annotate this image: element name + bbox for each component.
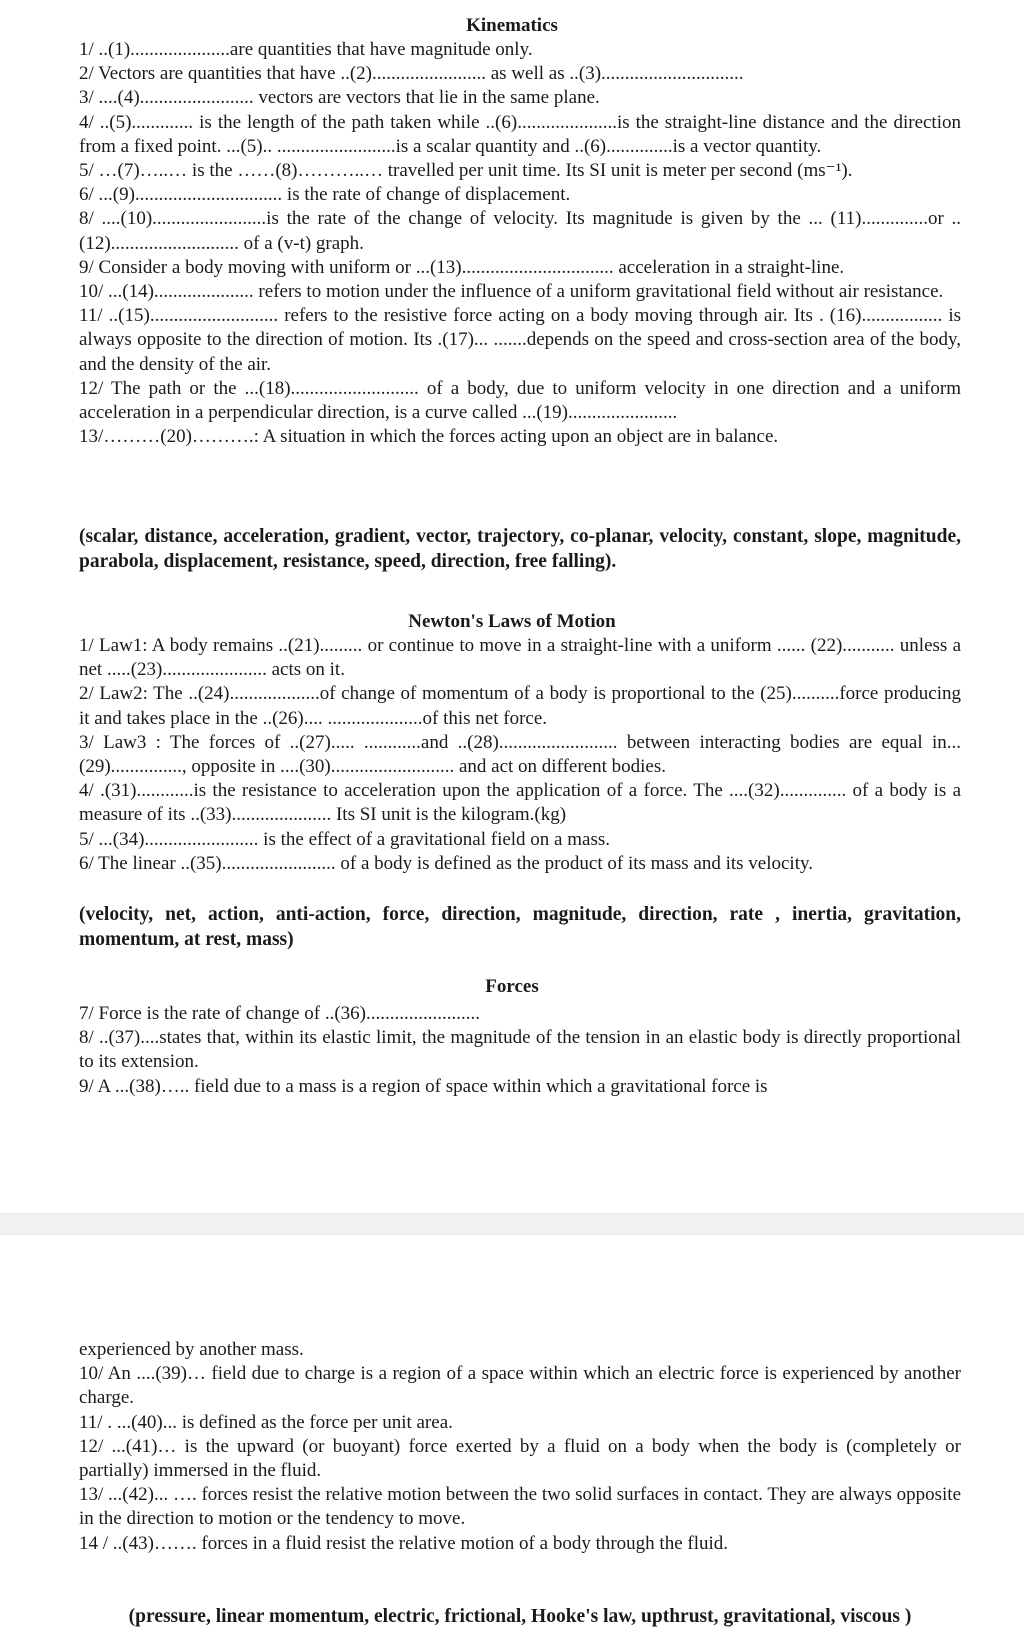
question-item: 3/ Law3 : The forces of ..(27)..... ............and ..(28)......................... between interacting bodies are equal in...(29)..............., opposite in ....(30).......................... and act on different bodies. <box>79 731 961 778</box>
word-bank: (scalar, distance, acceleration, gradient, vector, trajectory, co-planar, velocity, constant, slope, magnitude, parabola, displacement, resistance, speed, direction, free falling). <box>79 526 961 572</box>
question-item: 9/ Consider a body moving with uniform or ...(13)................................ acceleration in a straight-line. <box>79 256 845 278</box>
word-bank: (velocity, net, action, anti-action, force, direction, magnitude, direction, rate , inertia, gravitation, momentum, at rest, mass) <box>79 904 961 950</box>
question-item: 8/ ....(10)........................is the rate of the change of velocity. Its magnitude is given by the ... (11)..............or ..(12)........................... of a (v-t) graph. <box>79 208 961 254</box>
kinematics-questions <box>79 38 961 449</box>
question-item: 12/ ...(41)… is the upward (or buoyant) force exerted by a fluid on a body when the body is (completely or partially) immersed in the fluid. <box>79 1435 961 1482</box>
question-item: 8/ ..(37)....states that, within its elastic limit, the magnitude of the tension in an elastic body is directly proportional to its extension. <box>79 1027 961 1073</box>
kinematics-word-bank <box>79 525 961 574</box>
question-item: 13/ ...(42)... …. forces resist the relative motion between the two solid surfaces in contact. They are always opposite in the direction to motion or the tendency to move. <box>79 1484 961 1530</box>
newton-title: Newton's Laws of Motion <box>408 611 616 632</box>
question-item: 4/ ..(5)............. is the length of the path taken while ..(6).....................is the straight-line distance and the direction from a fixed point. ...(5).. .........................is a scalar quantity and ..(6)..............is a vector quantity. <box>79 111 961 157</box>
question-item: 2/ Law2: The ..(24)...................of change of momentum of a body is proportional to the (25)..........force producing it and takes place in the ..(26).... ....................of this net force. <box>79 683 961 729</box>
question-item: 10/ An ....(39)… field due to charge is a region of a space within which an electric force is experienced by another charge. <box>79 1363 961 1409</box>
question-item: 11/ . ...(40)... is defined as the force per unit area. <box>79 1411 453 1433</box>
forces-questions-bottom <box>79 1338 961 1556</box>
forces-title: Forces <box>485 976 539 997</box>
question-item: 13/………(20)……….: A situation in which the forces acting upon an object are in balance. <box>79 426 779 448</box>
question-item: 7/ Force is the rate of change of ..(36)........................ <box>79 1003 481 1024</box>
newton-questions <box>79 634 961 876</box>
question-item: 3/ ....(4)........................ vectors are vectors that lie in the same plane. <box>79 87 600 109</box>
question-item: experienced by another mass. <box>79 1339 304 1360</box>
question-item: 12/ The path or the ...(18)........................... of a body, due to uniform velocity in one direction and a uniform acceleration in a perpendicular direction, is a curve called ...(19)....................... <box>79 377 961 424</box>
word-bank: (pressure, linear momentum, electric, frictional, Hooke's law, upthrust, gravitational, viscous ) <box>128 1605 912 1627</box>
question-item: 11/ ..(15)........................... refers to the resistive force acting on a body moving through air. Its . (16)................. is always opposite to the direction of motion. Its .(17)... .......depends on the speed and cross-section area of the body, and the density of the air. <box>79 305 961 375</box>
forces-questions-top <box>79 1002 961 1099</box>
question-item: 1/ ..(1).....................are quantities that have magnitude only. <box>79 39 533 60</box>
question-item: 9/ A ...(38)….. field due to a mass is a region of space within which a gravitational force is <box>79 1075 768 1097</box>
question-item: 6/ ...(9)............................... is the rate of change of displacement. <box>79 184 571 206</box>
question-item: 1/ Law1: A body remains ..(21)......... or continue to move in a straight-line with a uniform ...... (22)........... unless a net .....(23)...................... acts on it. <box>79 635 961 681</box>
question-item: 14 / ..(43)……. forces in a fluid resist the relative motion of a body through the fluid. <box>79 1532 729 1554</box>
page-break-gap <box>0 1213 1024 1235</box>
question-item: 2/ Vectors are quantities that have ..(2)........................ as well as ..(3).............................. <box>79 63 744 85</box>
forces-word-bank <box>79 1585 961 1649</box>
kinematics-title: Kinematics <box>466 15 558 36</box>
newton-word-bank <box>79 903 961 952</box>
question-item: 5/ …(7)…..… is the ……(8)………..… travelled per unit time. Its SI unit is meter per second (ms⁻¹). <box>79 160 853 182</box>
question-item: 10/ ...(14)..................... refers to motion under the influence of a uniform gravitational field without air resistance. <box>79 281 944 303</box>
question-item: 4/ .(31)............is the resistance to acceleration upon the application of a force. The ....(32).............. of a body is a measure of its ..(33)..................... Its SI unit is the kilogram.(kg) <box>79 780 961 826</box>
question-item: 5/ ...(34)........................ is the effect of a gravitational field on a mass. <box>79 828 610 850</box>
question-item: 6/ The linear ..(35)........................ of a body is defined as the product of its mass and its velocity. <box>79 852 813 874</box>
